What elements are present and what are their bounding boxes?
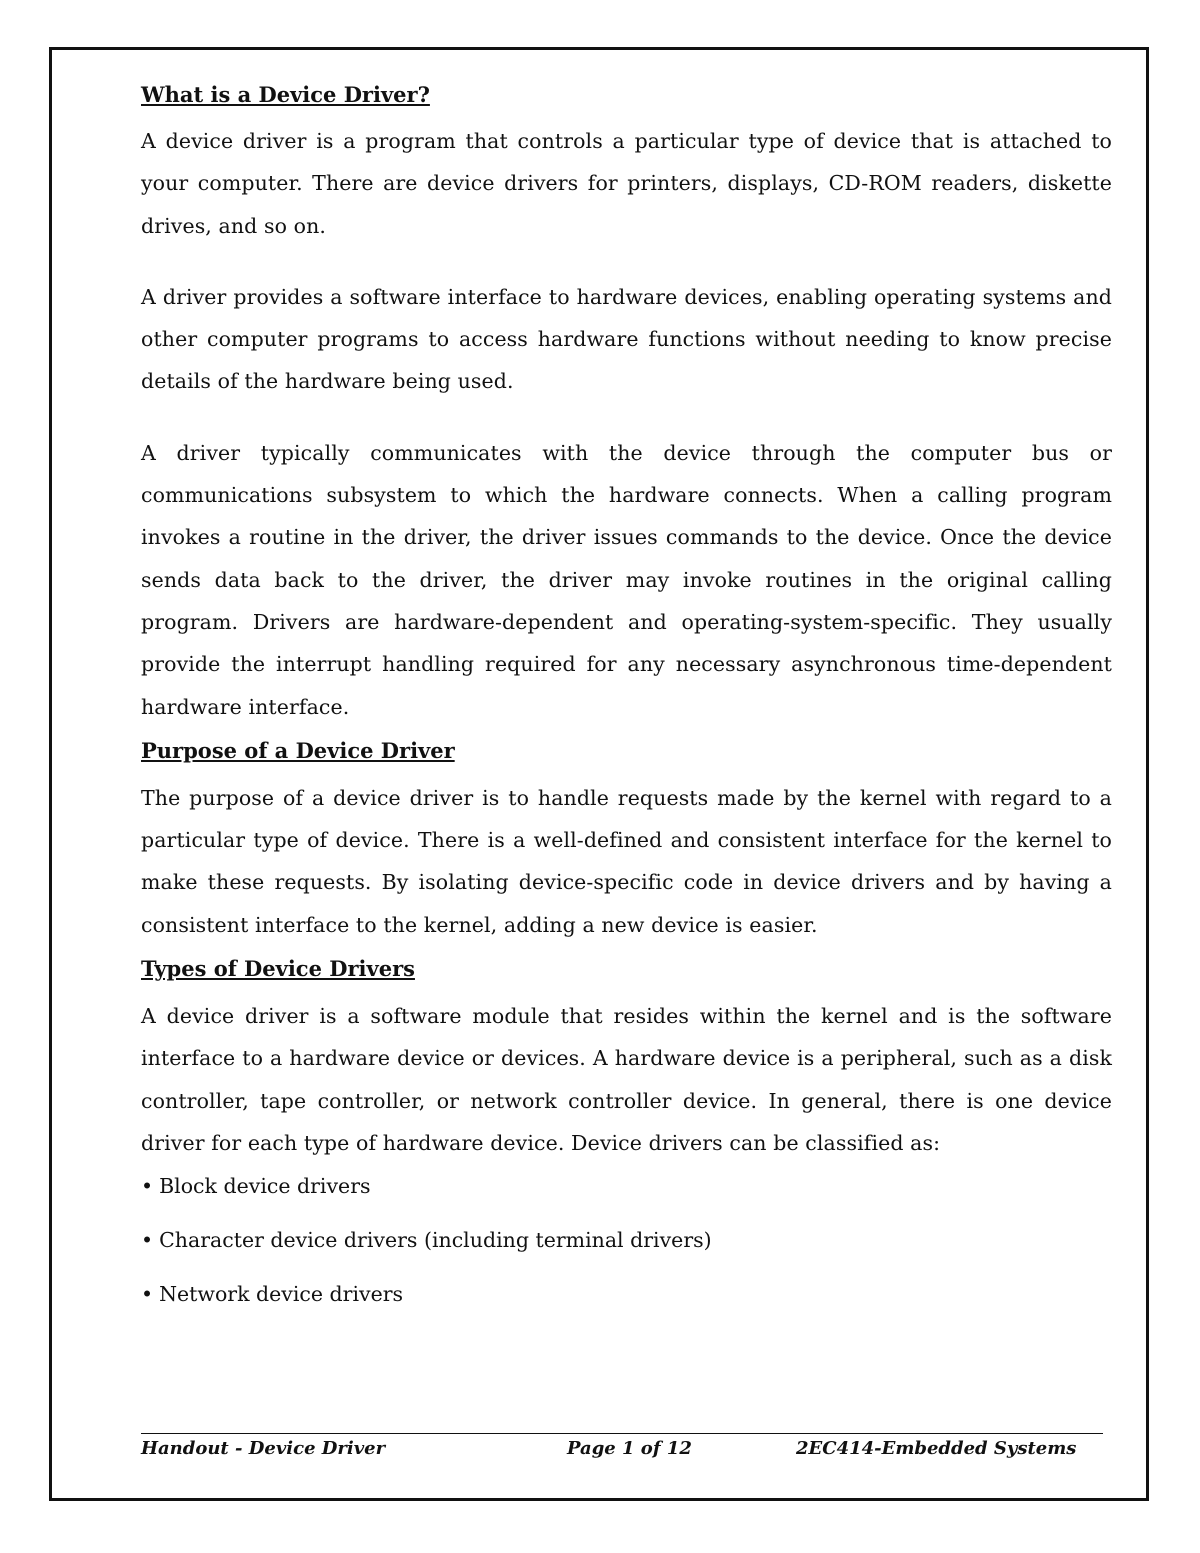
list-item-text: Block device drivers (159, 1174, 371, 1199)
paragraph: The purpose of a device driver is to handle requests made by the kernel with regard to a particular type of device. There is a well-defined and consistent interface for the kernel to make these requests. By isolating device-specific code in device drivers and by having a consistent interface to the kernel, adding a new device is easier. (141, 785, 1112, 937)
list-item (141, 1226, 1112, 1254)
driver-types-list (141, 1172, 1112, 1308)
document-body (141, 80, 1112, 1334)
paragraph: A device driver is a software module that resides within the kernel and is the software interface to a hardware device or devices. A hardware device is a peripheral, such as a disk controller, tape controller, or network controller device. In general, there is one device driver for each type of hardware device. Device drivers can be classified as: (141, 1004, 1112, 1155)
section-heading-purpose: Purpose of a Device Driver (141, 737, 455, 763)
list-item (141, 1172, 1112, 1200)
list-item (141, 1280, 1112, 1308)
bullet-icon: • (141, 1228, 154, 1253)
section-heading-what-is: What is a Device Driver? (141, 82, 430, 107)
list-item-text: Network device drivers (159, 1282, 404, 1307)
footer-course: 2EC414-Embedded Systems (796, 1438, 1077, 1459)
footer-page-number: Page 1 of 12 (567, 1438, 692, 1459)
footer-divider (141, 1433, 1103, 1434)
paragraph: A driver provides a software interface to hardware devices, enabling operating systems and other computer programs to access hardware functions without needing to know precise details of the hardware being used. (141, 284, 1112, 394)
bullet-icon: • (141, 1174, 154, 1199)
list-item-text: Character device drivers (including terminal drivers) (159, 1228, 712, 1253)
paragraph: A device driver is a program that controls a particular type of device that is attached to your computer. There are device drivers for printers, displays, CD-ROM readers, diskette drives, and so on. (141, 129, 1112, 238)
section-heading-types: Types of Device Drivers (141, 956, 415, 982)
paragraph: A driver typically communicates with the device through the computer bus or communications subsystem to which the hardware connects. When a calling program invokes a routine in the driver, the driver issues commands to the device. Once the device sends data back to the driver, the driver may invoke routines in the original calling program. Drivers are hardware-dependent and operating-system-specific. They usually provide the interrupt handling required for any necessary asynchronous time-dependent hardware interface. (141, 440, 1112, 719)
bullet-icon: • (141, 1282, 154, 1307)
footer-title: Handout - Device Driver (141, 1438, 386, 1459)
